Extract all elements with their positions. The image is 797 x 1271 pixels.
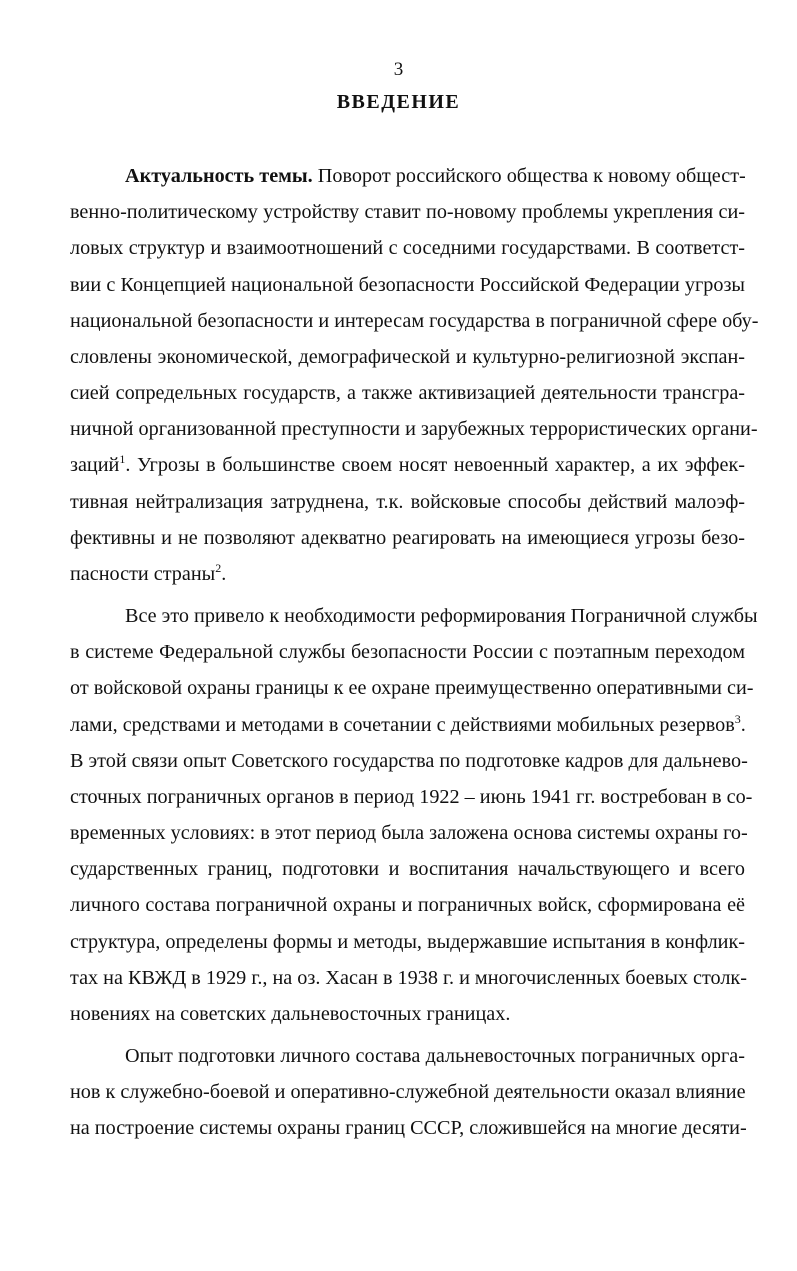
text-line: в системе Федеральной службы безопасности России с поэтапным переходом bbox=[70, 641, 745, 664]
text-line: ловых структур и взаимоотношений с соседними государствами. В соответст- bbox=[70, 237, 745, 260]
text-line: от войсковой охраны границы к ее охране преимущественно оперативными си- bbox=[70, 677, 754, 700]
footnote-marker[interactable]: 3 bbox=[734, 711, 741, 726]
paragraph-lead: Актуальность темы. bbox=[125, 165, 313, 187]
text-line: личного состава пограничной охраны и пограничных войск, сформирована её bbox=[70, 894, 745, 917]
text-line: тивная нейтрализация затруднена, т.к. войсковые способы действий малоэф- bbox=[70, 490, 745, 513]
text-line: сударственных границ, подготовки и воспитания начальствующего и всего bbox=[70, 858, 745, 881]
text-line: лами, средствами и методами в сочетании с действиями мобильных резервов$^3$. bbox=[70, 711, 746, 736]
paragraph-relevance bbox=[70, 162, 759, 596]
footnote-marker[interactable]: 2 bbox=[215, 560, 222, 575]
paragraph-experience bbox=[70, 1042, 745, 1151]
text-line: ничной организованной преступности и зарубежных террористических органи- bbox=[70, 418, 758, 441]
text-line: национальной безопасности и интересам государства в пограничной сфере обу- bbox=[70, 309, 759, 332]
text-line: пасности страны$^2$. bbox=[70, 560, 227, 585]
text-line: В этой связи опыт Советского государства по подготовке кадров для дальнево- bbox=[70, 749, 748, 772]
text-line: фективны и не позволяют адекватно реагировать на имеющиеся угрозы безо- bbox=[70, 526, 745, 549]
text-line: структура, определены формы и методы, выдержавшие испытания в конфлик- bbox=[70, 930, 745, 953]
text-line: тах на КВЖД в 1929 г., на оз. Хасан в 1938 г. и многочисленных боевых столк- bbox=[70, 966, 747, 989]
text-line: венно-политическому устройству ставит по-новому проблемы укрепления си- bbox=[70, 201, 745, 224]
text-line: вии с Концепцией национальной безопасности Российской Федерации угрозы bbox=[70, 273, 745, 296]
text-line: заций$^1$. Угрозы в большинстве своем носят невоенный характер, а их эффек- bbox=[70, 452, 745, 477]
footnote-marker[interactable]: 1 bbox=[119, 452, 126, 467]
text-line: сией сопредельных государств, а также активизацией деятельности трансгра- bbox=[70, 382, 745, 405]
text-line: на построение системы охраны границ СССР, сложившейся на многие десяти- bbox=[70, 1117, 747, 1140]
text-line: сточных пограничных органов в период 1922 – июнь 1941 гг. востребован в со- bbox=[70, 785, 753, 808]
page-number: 3 bbox=[393, 59, 404, 80]
text-line: словлены экономической, демографической и культурно-религиозной экспан- bbox=[70, 345, 745, 368]
text-line: временных условиях: в этот период была заложена основа системы охраны го- bbox=[70, 822, 748, 845]
text-line: новениях на советских дальневосточных границах. bbox=[70, 1002, 511, 1025]
text-line: Актуальность темы. Поворот российского общества к новому общест- bbox=[125, 165, 746, 187]
body-text bbox=[70, 162, 759, 1151]
text-line: нов к служебно-боевой и оперативно-служебной деятельности оказал влияние bbox=[70, 1081, 746, 1104]
text-line: Опыт подготовки личного состава дальневосточных пограничных орга- bbox=[125, 1045, 745, 1068]
paragraph-reform bbox=[70, 602, 758, 1036]
section-heading: ВВЕДЕНИЕ bbox=[336, 91, 461, 113]
text-line: Все это привело к необходимости реформирования Пограничной службы bbox=[125, 605, 758, 628]
